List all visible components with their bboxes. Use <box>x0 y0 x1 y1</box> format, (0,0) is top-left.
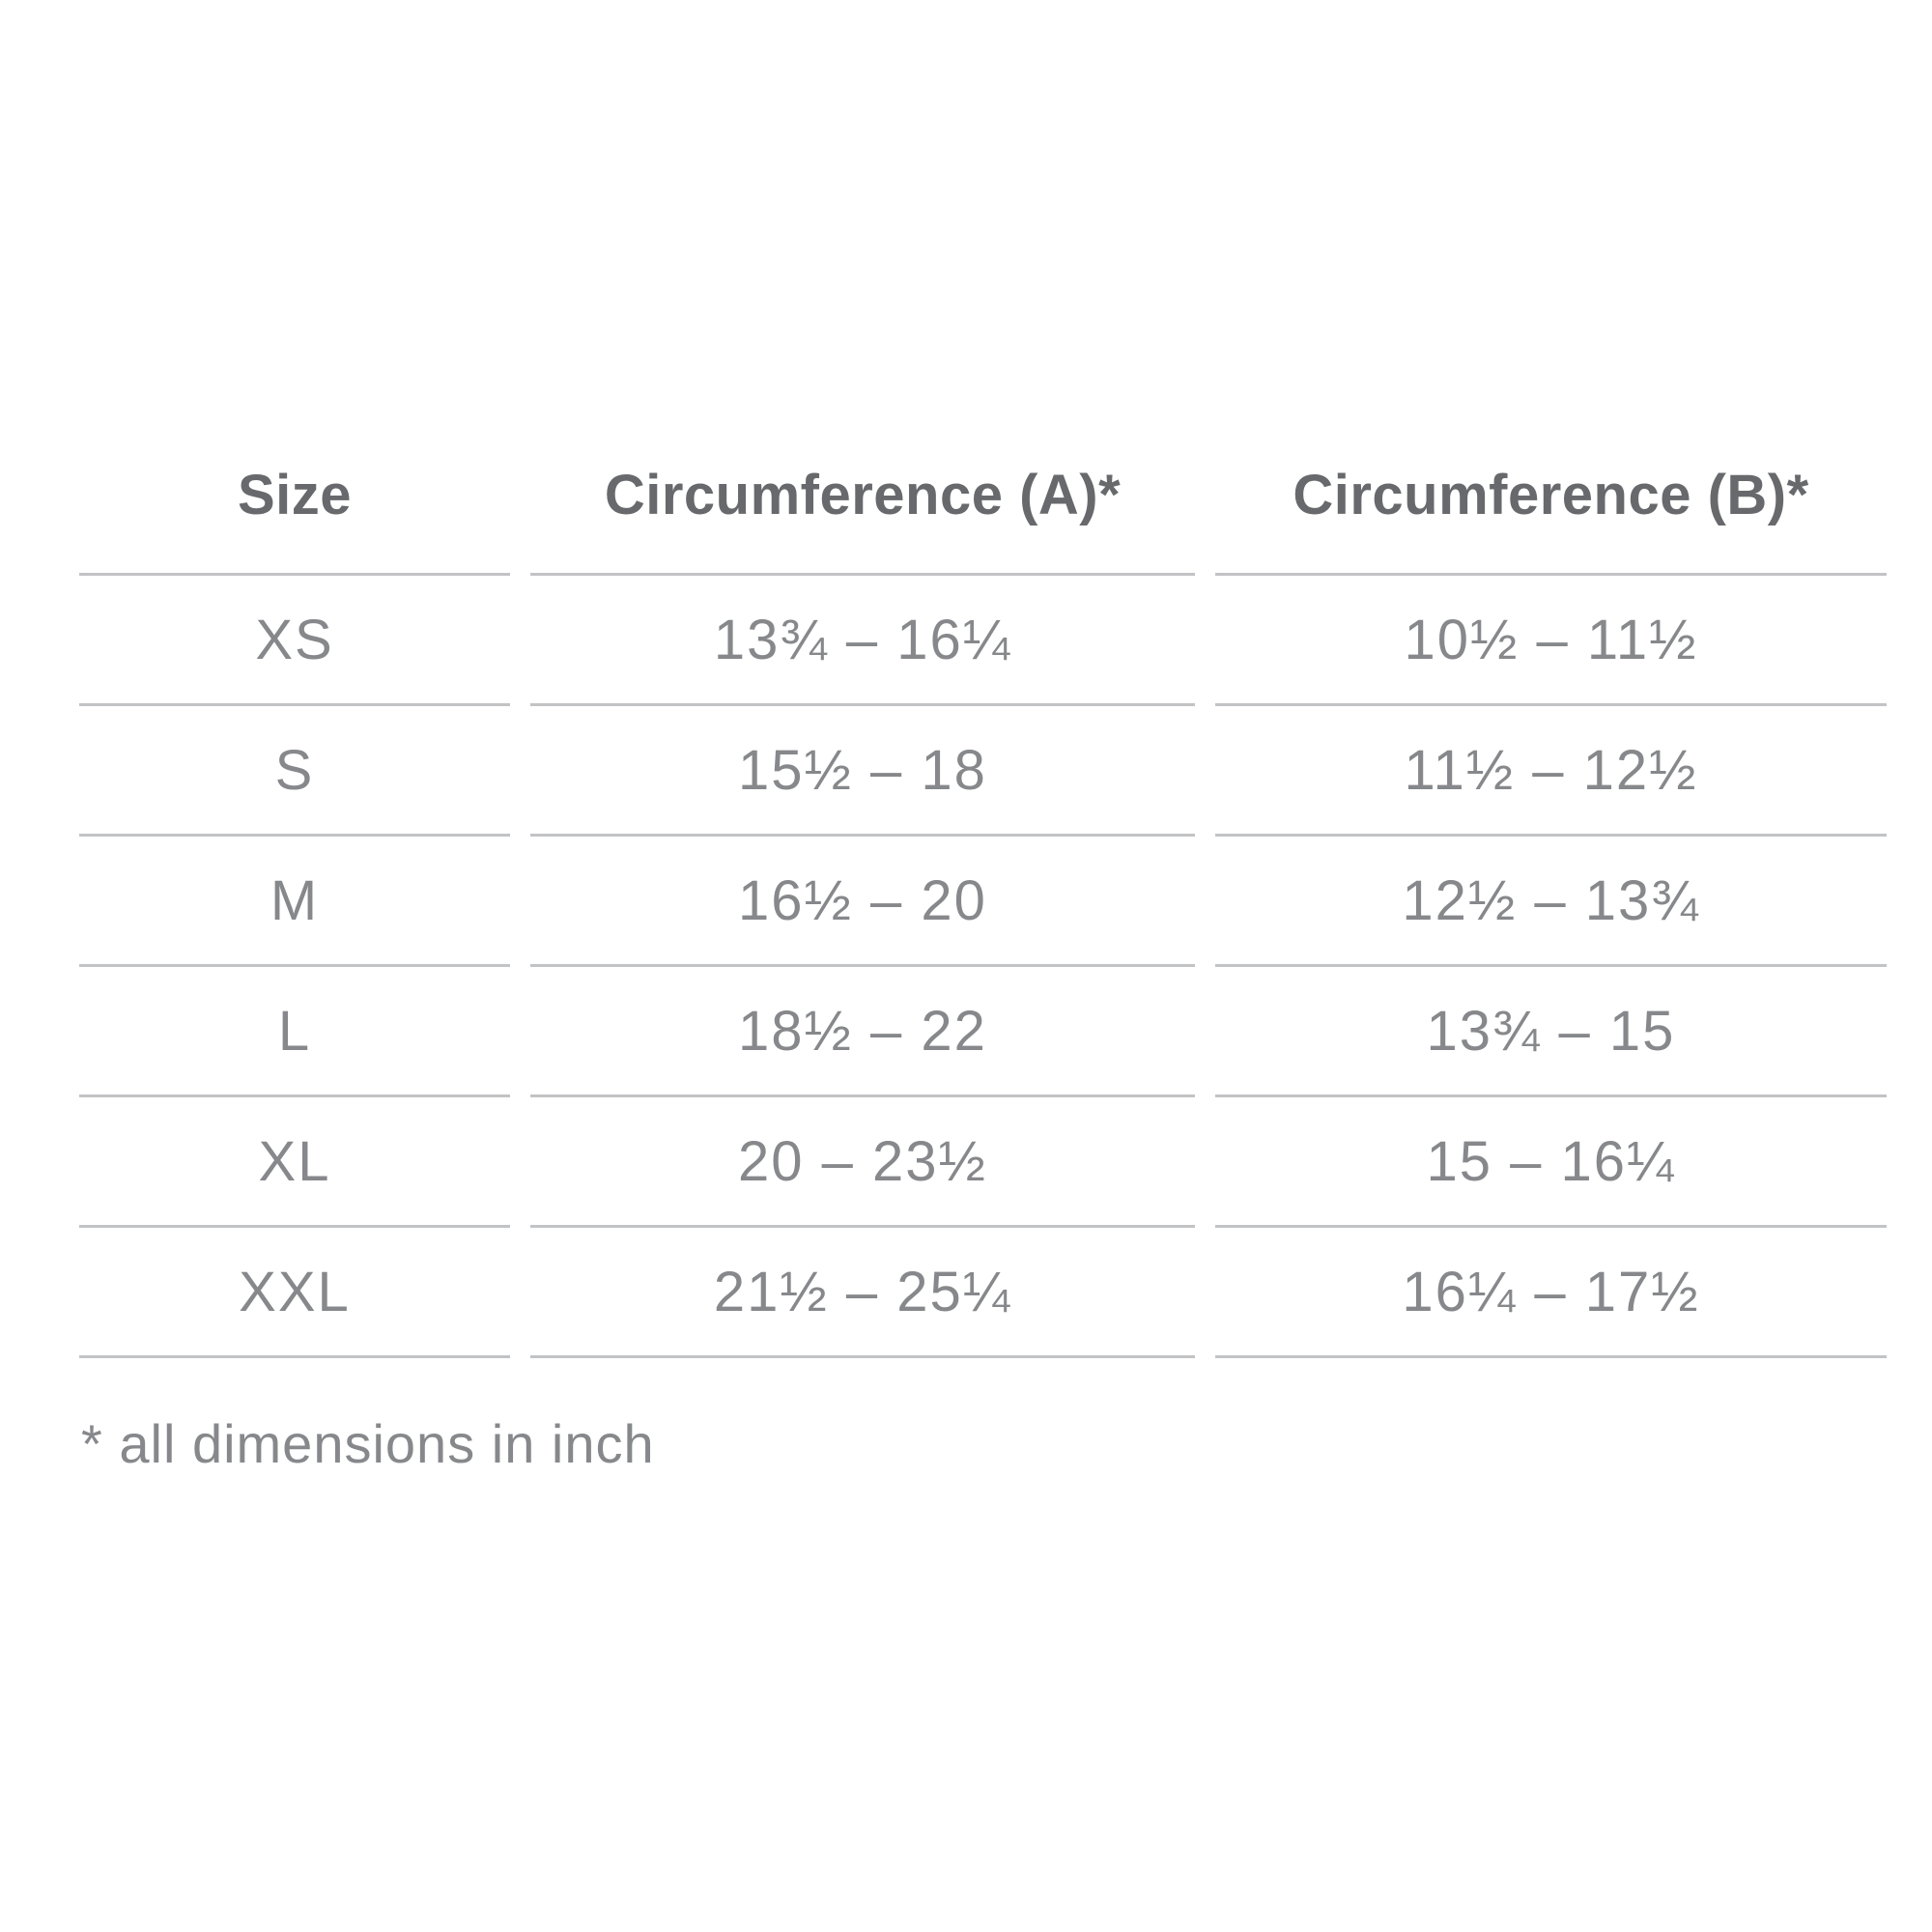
column-header-circumference-b: Circumference (B)* <box>1215 417 1887 576</box>
circumference-b-cell: 15 – 16¼ <box>1215 1097 1887 1228</box>
circumference-a-cell: 20 – 23½ <box>530 1097 1195 1228</box>
size-cell: XL <box>79 1097 510 1228</box>
circumference-b-cell: 16¼ – 17½ <box>1215 1228 1887 1358</box>
circumference-a-cell: 13¾ – 16¼ <box>530 576 1195 706</box>
size-cell: XXL <box>79 1228 510 1358</box>
size-cell: XS <box>79 576 510 706</box>
circumference-b-cell: 12½ – 13¾ <box>1215 837 1887 967</box>
circumference-b-cell: 13¾ – 15 <box>1215 967 1887 1097</box>
circumference-a-cell: 15½ – 18 <box>530 706 1195 837</box>
size-chart-table <box>79 417 1887 1358</box>
size-cell: S <box>79 706 510 837</box>
circumference-b-cell: 11½ – 12½ <box>1215 706 1887 837</box>
size-cell: L <box>79 967 510 1097</box>
size-cell: M <box>79 837 510 967</box>
dimensions-footnote: * all dimensions in inch <box>81 1413 655 1474</box>
column-header-size: Size <box>79 417 510 576</box>
circumference-a-cell: 16½ – 20 <box>530 837 1195 967</box>
circumference-b-cell: 10½ – 11½ <box>1215 576 1887 706</box>
circumference-a-cell: 21½ – 25¼ <box>530 1228 1195 1358</box>
column-header-circumference-a: Circumference (A)* <box>530 417 1195 576</box>
circumference-a-cell: 18½ – 22 <box>530 967 1195 1097</box>
